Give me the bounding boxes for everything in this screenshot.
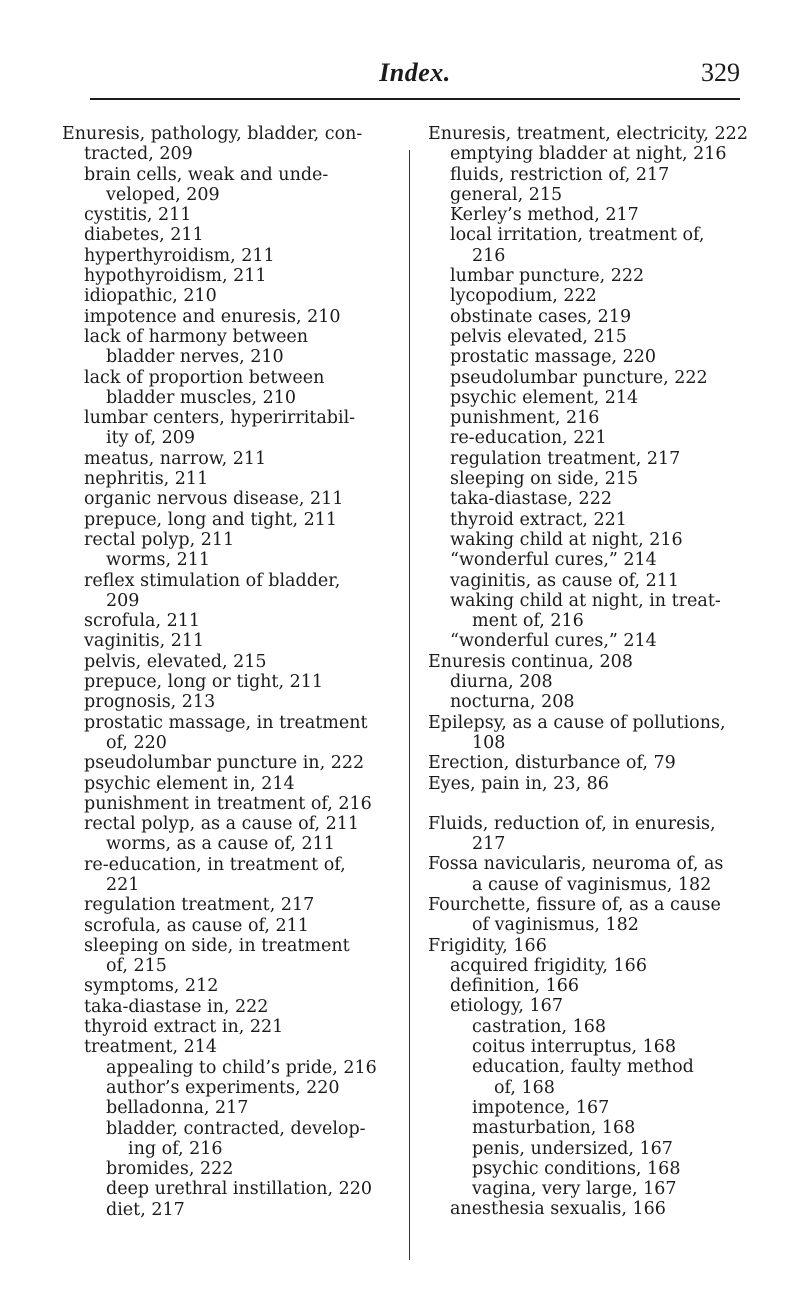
index-heading-entry: Enuresis, treatment, electricity, 222 <box>428 124 748 144</box>
index-subentry: prognosis, 213 <box>84 692 216 713</box>
index-subentry: of vaginismus, 182 <box>472 915 639 936</box>
index-subentry: fluids, restriction of, 217 <box>450 164 670 185</box>
index-subentry: hypothyroidism, 211 <box>84 266 267 287</box>
index-heading-entry: Enuresis continua, 208 <box>428 651 633 672</box>
index-subentry: lack of proportion between <box>84 367 325 388</box>
index-subentry: nephritis, 211 <box>84 469 209 490</box>
index-subentry: lycopodium, 222 <box>450 286 597 307</box>
index-subentry: 221 <box>106 874 140 895</box>
index-subentry: ment of, 216 <box>472 611 584 632</box>
index-subentry: psychic conditions, 168 <box>472 1158 681 1179</box>
index-subentry: impotence and enuresis, 210 <box>84 306 341 327</box>
index-subentry: lumbar puncture, 222 <box>450 266 645 287</box>
index-subentry: education, faulty method <box>472 1057 694 1078</box>
index-subentry: 108 <box>472 732 506 753</box>
index-subentry: masturbation, 168 <box>472 1118 636 1139</box>
index-subentry: bromides, 222 <box>106 1159 234 1180</box>
index-subentry: appealing to child’s pride, 216 <box>106 1057 377 1078</box>
index-subentry: pseudolumbar puncture, 222 <box>450 367 708 388</box>
index-subentry: scrofula, 211 <box>84 611 200 632</box>
index-subentry: diabetes, 211 <box>84 225 204 246</box>
index-subentry: impotence, 167 <box>472 1097 610 1118</box>
index-subentry: prepuce, long and tight, 211 <box>84 509 337 530</box>
index-subentry: regulation treatment, 217 <box>84 895 315 916</box>
index-subentry: vagina, very large, 167 <box>472 1179 677 1200</box>
index-heading-entry: Fossa navicularis, neuroma of, as <box>428 854 724 875</box>
index-subentry: acquired frigidity, 166 <box>450 955 647 976</box>
index-heading-entry: Eyes, pain in, 23, 86 <box>428 773 609 794</box>
index-heading-entry: Enuresis, pathology, bladder, con- <box>62 124 363 144</box>
index-subentry: treatment, 214 <box>84 1037 218 1058</box>
index-subentry: scrofula, as cause of, 211 <box>84 915 309 936</box>
page-header <box>90 58 740 98</box>
index-subentry: emptying bladder at night, 216 <box>450 144 727 165</box>
index-subentry: pseudolumbar puncture in, 222 <box>84 753 365 774</box>
index-subentry: nocturna, 208 <box>450 692 575 713</box>
index-subentry: diurna, 208 <box>450 672 553 693</box>
index-subentry: psychic element in, 214 <box>84 773 295 794</box>
index-subentry: lack of harmony between <box>84 326 309 347</box>
index-subentry: sleeping on side, 215 <box>450 469 639 490</box>
index-subentry: meatus, narrow, 211 <box>84 448 267 469</box>
index-subentry: 217 <box>472 834 506 855</box>
index-subentry: vaginitis, 211 <box>84 631 205 652</box>
index-subentry: regulation treatment, 217 <box>450 448 681 469</box>
index-subentry: organic nervous disease, 211 <box>84 489 344 510</box>
index-subentry: bladder nerves, 210 <box>106 347 284 368</box>
index-subentry: “wonderful cures,” 214 <box>450 550 657 571</box>
column-divider <box>409 150 410 1260</box>
index-subentry: anesthesia sexualis, 166 <box>450 1199 666 1220</box>
section-gap <box>428 794 758 814</box>
page-number: 329 <box>701 58 740 87</box>
index-subentry: worms, 211 <box>106 550 210 571</box>
index-subentry: tracted, 209 <box>84 144 193 165</box>
index-subentry: of, 215 <box>106 956 167 977</box>
index-subentry: rectal polyp, 211 <box>84 529 235 550</box>
left-index-column <box>62 124 402 1220</box>
index-subentry: cystitis, 211 <box>84 205 192 226</box>
index-subentry: re-education, 221 <box>450 428 607 449</box>
index-subentry: obstinate cases, 219 <box>450 306 632 327</box>
index-subentry: thyroid extract in, 221 <box>84 1017 284 1038</box>
index-subentry: penis, undersized, 167 <box>472 1138 673 1159</box>
index-subentry: ing of, 216 <box>128 1138 223 1159</box>
header-rule <box>90 98 740 100</box>
index-subentry: punishment in treatment of, 216 <box>84 793 372 814</box>
index-subentry: worms, as a cause of, 211 <box>106 834 335 855</box>
right-index-column <box>428 124 758 1220</box>
index-subentry: lumbar centers, hyperirritabil- <box>84 408 356 429</box>
index-subentry: bladder, contracted, develop- <box>106 1118 366 1139</box>
index-subentry: 209 <box>106 590 140 611</box>
index-subentry: prepuce, long or tight, 211 <box>84 672 323 693</box>
index-subentry: belladonna, 217 <box>106 1098 249 1119</box>
index-subentry: diet, 217 <box>106 1199 185 1220</box>
index-subentry: Kerley’s method, 217 <box>450 205 639 226</box>
index-subentry: re-education, in treatment of, <box>84 854 346 875</box>
index-subentry: waking child at night, 216 <box>450 529 683 550</box>
index-heading-entry: Erection, disturbance of, 79 <box>428 753 676 774</box>
index-heading-entry: Fluids, reduction of, in enuresis, <box>428 813 716 834</box>
index-subentry: author’s experiments, 220 <box>106 1077 340 1098</box>
index-subentry: pelvis elevated, 215 <box>450 326 627 347</box>
index-subentry: etiology, 167 <box>450 996 563 1017</box>
index-heading-entry: Frigidity, 166 <box>428 935 547 956</box>
index-subentry: 216 <box>472 245 506 266</box>
index-subentry: prostatic massage, in treatment <box>84 712 368 733</box>
index-subentry: veloped, 209 <box>106 184 220 205</box>
index-subentry: prostatic massage, 220 <box>450 347 657 368</box>
index-subentry: ity of, 209 <box>106 428 195 449</box>
index-subentry: hyperthyroidism, 211 <box>84 245 275 266</box>
index-heading-entry: Fourchette, fissure of, as a cause <box>428 894 721 915</box>
index-subentry: definition, 166 <box>450 976 580 997</box>
index-subentry: sleeping on side, in treatment <box>84 935 350 956</box>
index-subentry: punishment, 216 <box>450 408 600 429</box>
index-subentry: reflex stimulation of bladder, <box>84 570 341 591</box>
index-subentry: psychic element, 214 <box>450 387 639 408</box>
index-subentry: “wonderful cures,” 214 <box>450 631 657 652</box>
index-subentry: local irritation, treatment of, <box>450 225 705 246</box>
index-subentry: castration, 168 <box>472 1016 607 1037</box>
index-subentry: pelvis, elevated, 215 <box>84 651 267 672</box>
index-subentry: a cause of vaginismus, 182 <box>472 874 712 895</box>
index-subentry: coitus interruptus, 168 <box>472 1037 677 1058</box>
index-subentry: idiopathic, 210 <box>84 286 217 307</box>
index-subentry: bladder muscles, 210 <box>106 387 297 408</box>
index-subentry: symptoms, 212 <box>84 976 219 997</box>
index-subentry: rectal polyp, as a cause of, 211 <box>84 814 359 835</box>
index-heading-entry: Epilepsy, as a cause of pollutions, <box>428 712 726 733</box>
index-subentry: general, 215 <box>450 184 563 205</box>
running-title: Index. <box>379 58 451 87</box>
index-subentry: of, 220 <box>106 732 167 753</box>
index-subentry: deep urethral instillation, 220 <box>106 1179 373 1200</box>
index-subentry: vaginitis, as cause of, 211 <box>450 570 680 591</box>
index-subentry: taka-diastase, 222 <box>450 489 612 510</box>
index-subentry: of, 168 <box>494 1077 555 1098</box>
index-subentry: waking child at night, in treat- <box>450 590 721 611</box>
index-subentry: thyroid extract, 221 <box>450 509 627 530</box>
index-subentry: brain cells, weak and unde- <box>84 164 329 185</box>
index-subentry: taka-diastase in, 222 <box>84 996 269 1017</box>
